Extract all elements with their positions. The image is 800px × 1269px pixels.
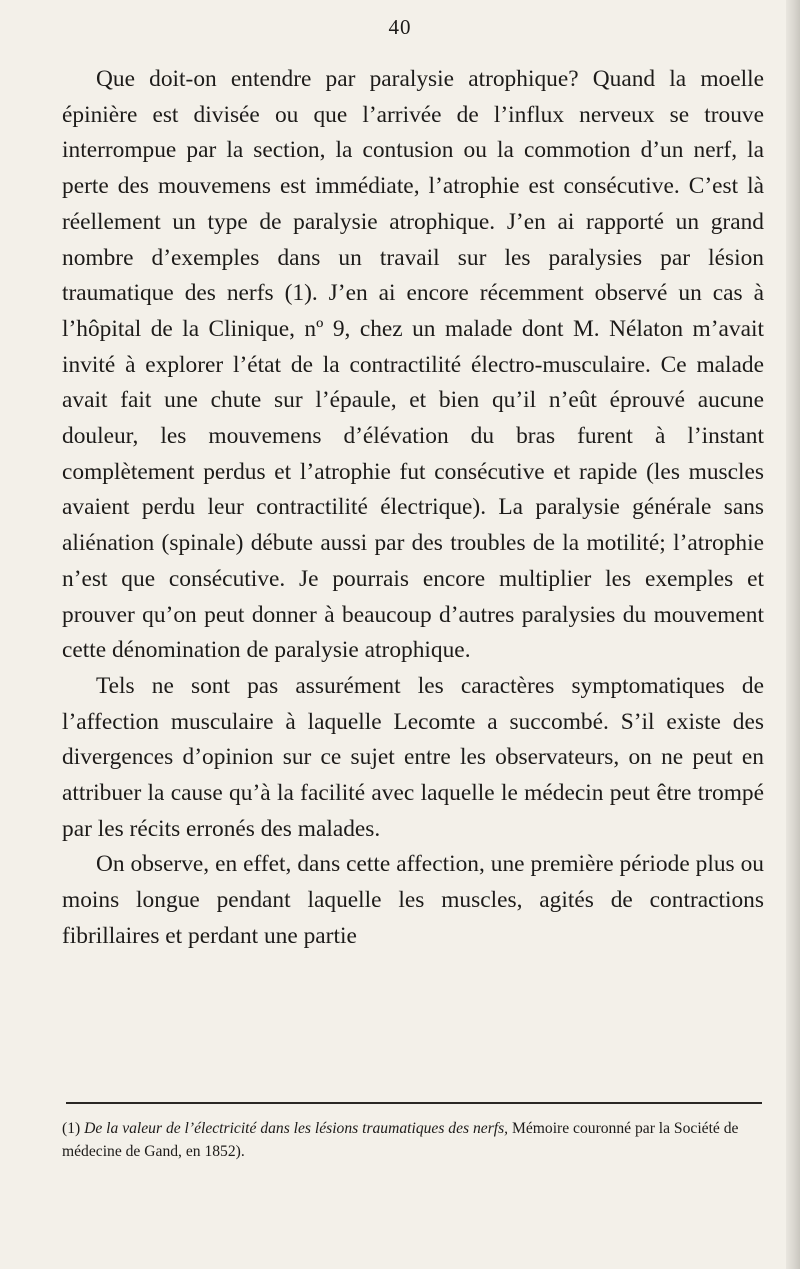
footnote-rule — [66, 1102, 762, 1104]
page-edge-shadow — [786, 0, 800, 1269]
footnote-marker: (1) — [62, 1120, 81, 1137]
body-text — [62, 62, 764, 955]
paragraph-2: Tels ne sont pas assurément les caractères symptomatiques de l’affection musculaire à laquelle Lecomte a succombé. S’il existe des divergences d’opinion sur ce sujet entre les observateurs, on ne peut en attribuer la cause qu’à la facilité avec laquelle le médecin peut être trompé par les récits erronés des malades. — [62, 672, 764, 842]
paragraph-1: Que doit-on entendre par paralysie atrophique? Quand la moelle épinière est divisée ou que l’arrivée de l’influx nerveux se trouve interrompue par la section, la contusion ou la commotion d’un nerf, la perte des mouvemens est immédiate, l’atrophie est consécutive. C’est là réellement un type de paralysie atrophique. J’en ai rapporté un grand nombre d’exemples dans un travail sur les paralysies par lésion traumatique des nerfs (1). J’en ai encore récemment observé un cas à l’hôpital de la Clinique, nº 9, chez un malade dont M. Nélaton m’avait invité à explorer l’état de la contractilité électro-musculaire. Ce malade avait fait une chute sur l’épaule, et bien qu’il n’eût éprouvé aucune douleur, les mouvemens d’élévation du bras furent à l’instant complètement perdus et l’atrophie fut consécutive et rapide (les muscles avaient perdu leur contractilité électrique). La paralysie générale sans aliénation (spinale) débute aussi par des troubles de la motilité; l’atrophie n’est que consécutive. Je pourrais encore multiplier les exemples et prouver qu’on peut donner à beaucoup d’autres paralysies du mouvement cette dénomination de paralysie atrophique. — [62, 66, 764, 664]
page-number: 40 — [388, 15, 412, 39]
footnote-text: Mémoire couronné par la Société de médecine de Gand, en 1852). — [62, 1120, 739, 1160]
footnote — [62, 1117, 764, 1163]
footnote-title: De la valeur de l’électricité dans les lésions traumatiques des nerfs, — [84, 1120, 509, 1137]
paragraph-3: On observe, en effet, dans cette affection, une première période plus ou moins longue pendant laquelle les muscles, agités de contractions fibrillaires et perdant une partie — [62, 851, 764, 949]
